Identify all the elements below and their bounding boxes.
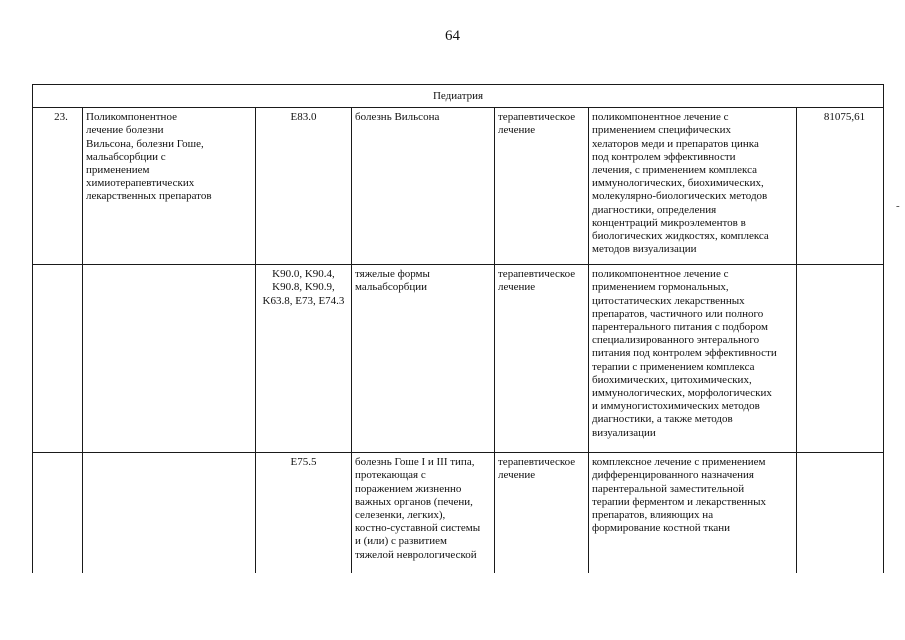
icd-codes: E75.5 (256, 453, 352, 573)
treatment-method: поликомпонентное лечение с применением специфических хелаторов меди и препаратов цинка под контролем эффективности лечения, с применением комплекса иммунологических, биохимических, молекулярно-биологических методов диагностики, определения концентраций микроэлементов в биологических жидкостях, комплекса методов визуализации (589, 108, 797, 265)
price (797, 265, 884, 453)
table-row (33, 108, 884, 265)
page-number: 64 (445, 28, 460, 44)
diagnosis: тяжелые формы мальабсорбции (352, 265, 495, 453)
treatment-type: терапевтическое лечение (495, 265, 589, 453)
icd-codes: K90.0, K90.4, K90.8, K90.9, K63.8, E73, E74.3 (256, 265, 352, 453)
services-table (32, 84, 884, 573)
treatment-type: терапевтическое лечение (495, 108, 589, 265)
section-title: Педиатрия (33, 85, 884, 108)
service-name (83, 265, 256, 453)
price: 81075,61 (797, 108, 884, 265)
table-row (33, 453, 884, 573)
row-number (33, 265, 83, 453)
service-name: Поликомпонентное лечение болезни Вильсона, болезни Гоше, мальабсорбции с применением химиотерапевтических лекарственных препаратов (83, 108, 256, 265)
margin-mark: - (896, 200, 900, 212)
treatment-method: комплексное лечение с применением дифференцированного назначения парентеральной заместительной терапии ферментом и лекарственных препаратов, влияющих на формирование костной ткани (589, 453, 797, 573)
table-row (33, 265, 884, 453)
service-name (83, 453, 256, 573)
diagnosis: болезнь Гоше I и III типа, протекающая с поражением жизненно важных органов (печени, селезенки, легких), костно-суставной системы и (или) с развитием тяжелой неврологической (352, 453, 495, 573)
row-number (33, 453, 83, 573)
row-number: 23. (33, 108, 83, 265)
diagnosis: болезнь Вильсона (352, 108, 495, 265)
section-row (33, 85, 884, 108)
price (797, 453, 884, 573)
treatment-method: поликомпонентное лечение с применением гормональных, цитостатических лекарственных препаратов, частичного или полного парентерального питания с подбором специализированного энтерального питания под контролем эффективности терапии с применением комплекса биохимических, цитохимических, иммунологических, морфологических и иммуногистохимических методов диагностики, а также методов визуализации (589, 265, 797, 453)
icd-codes: E83.0 (256, 108, 352, 265)
treatment-type: терапевтическое лечение (495, 453, 589, 573)
